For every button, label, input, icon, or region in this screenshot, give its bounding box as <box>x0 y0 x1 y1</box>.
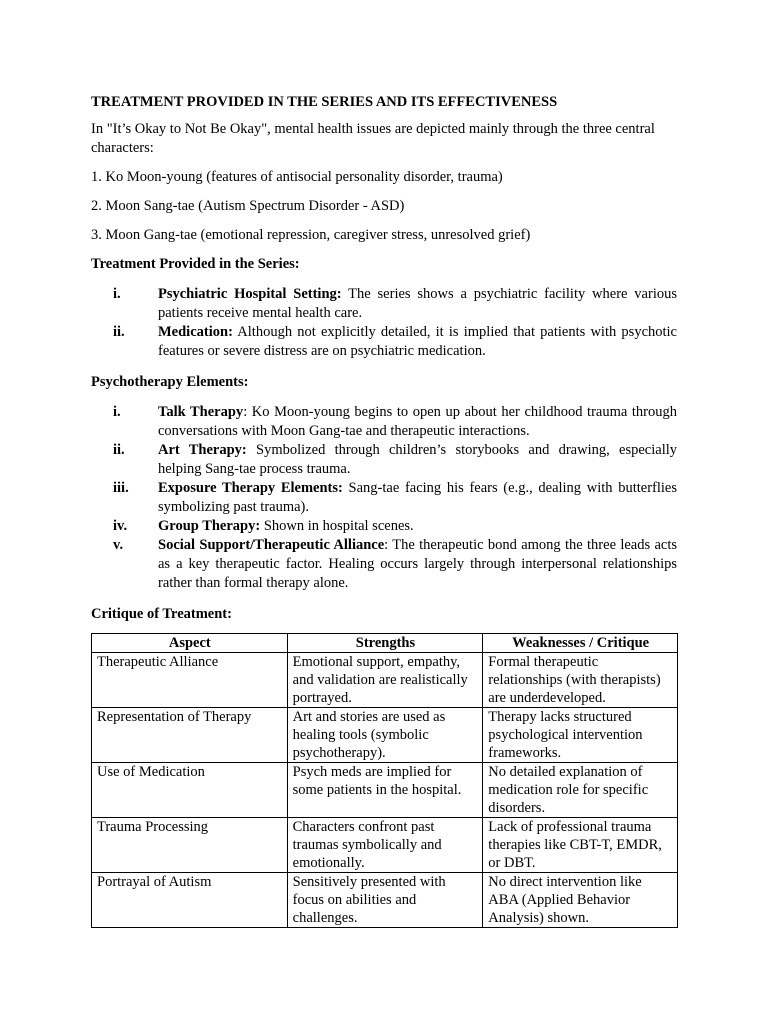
list-item <box>91 536 677 593</box>
item-number: iv. <box>113 518 128 534</box>
list-item <box>91 403 677 441</box>
character-item: 1. Ko Moon-young (features of antisocial personality disorder, trauma) <box>91 169 503 185</box>
item-term: Group Therapy: <box>158 518 261 534</box>
table-row <box>92 873 678 928</box>
list-item <box>91 285 677 323</box>
table-cell: Therapy lacks structured psychological intervention frameworks. <box>483 708 678 763</box>
item-text: Sang-tae facing his fears (e.g., dealing with butterflies symbolizing past trauma). <box>158 480 677 515</box>
table-cell: Formal therapeutic relationships (with therapists) are underdeveloped. <box>483 653 678 708</box>
list-item <box>91 517 677 536</box>
document-content <box>91 93 677 928</box>
table-cell: Representation of Therapy <box>92 708 288 763</box>
item-term: Art Therapy: <box>158 442 247 458</box>
table-cell: Art and stories are used as healing tools (symbolic psychotherapy). <box>287 708 483 763</box>
table-cell: No direct intervention like ABA (Applied Behavior Analysis) shown. <box>483 873 678 928</box>
critique-table <box>91 633 678 928</box>
table-row <box>92 818 678 873</box>
item-text: Although not explicitly detailed, it is implied that patients with psychotic features or severe distress are on psychiatric medication. <box>158 324 677 359</box>
treatment-heading: Treatment Provided in the Series: <box>91 256 300 272</box>
column-header: Weaknesses / Critique <box>483 634 678 653</box>
item-text: Shown in hospital scenes. <box>260 518 414 534</box>
item-term: Psychiatric Hospital Setting: <box>158 286 342 302</box>
table-cell: Emotional support, empathy, and validation are realistically portrayed. <box>287 653 483 708</box>
table-cell: Use of Medication <box>92 763 288 818</box>
table-cell: Psych meds are implied for some patients in the hospital. <box>287 763 483 818</box>
table-row <box>92 763 678 818</box>
critique-heading: Critique of Treatment: <box>91 606 232 622</box>
table-cell: No detailed explanation of medication role for specific disorders. <box>483 763 678 818</box>
list-item <box>91 323 677 361</box>
item-term: Exposure Therapy Elements: <box>158 480 343 496</box>
psychotherapy-list <box>91 403 677 593</box>
item-term: Talk Therapy <box>158 404 244 420</box>
table-row <box>92 653 678 708</box>
treatment-list <box>91 285 677 361</box>
table-row <box>92 708 678 763</box>
item-text: : Ko Moon-young begins to open up about her childhood trauma through conversations with Moon Gang-tae and therapeutic interactions. <box>158 404 677 439</box>
list-item <box>91 479 677 517</box>
list-item <box>91 441 677 479</box>
table-cell: Portrayal of Autism <box>92 873 288 928</box>
table-cell: Characters confront past traumas symbolically and emotionally. <box>287 818 483 873</box>
column-header: Strengths <box>287 634 483 653</box>
item-number: i. <box>113 404 121 420</box>
table-cell: Sensitively presented with focus on abilities and challenges. <box>287 873 483 928</box>
table-cell: Trauma Processing <box>92 818 288 873</box>
item-number: i. <box>113 286 121 302</box>
table-cell: Therapeutic Alliance <box>92 653 288 708</box>
column-header: Aspect <box>92 634 288 653</box>
item-text: : The therapeutic bond among the three leads acts as a key therapeutic factor. Healing occurs largely through interpersonal relationships rather than formal therapy alone. <box>158 537 677 591</box>
item-term: Social Support/Therapeutic Alliance <box>158 537 385 553</box>
item-text: The series shows a psychiatric facility where various patients receive mental health care. <box>158 286 677 321</box>
character-item: 3. Moon Gang-tae (emotional repression, caregiver stress, unresolved grief) <box>91 227 531 243</box>
psychotherapy-heading: Psychotherapy Elements: <box>91 374 249 390</box>
item-number: iii. <box>113 480 129 496</box>
item-number: ii. <box>113 324 125 340</box>
item-number: v. <box>113 537 124 553</box>
character-item: 2. Moon Sang-tae (Autism Spectrum Disorder - ASD) <box>91 198 405 214</box>
item-term: Medication: <box>158 324 233 340</box>
table-header-row <box>92 634 678 653</box>
item-number: ii. <box>113 442 125 458</box>
item-text: Symbolized through children’s storybooks and drawing, especially helping Sang-tae process trauma. <box>158 442 677 477</box>
table-cell: Lack of professional trauma therapies like CBT-T, EMDR, or DBT. <box>483 818 678 873</box>
page-title: TREATMENT PROVIDED IN THE SERIES AND ITS EFFECTIVENESS <box>91 94 558 110</box>
intro-paragraph: In "It’s Okay to Not Be Okay", mental health issues are depicted mainly through the three central characters: <box>91 121 655 156</box>
